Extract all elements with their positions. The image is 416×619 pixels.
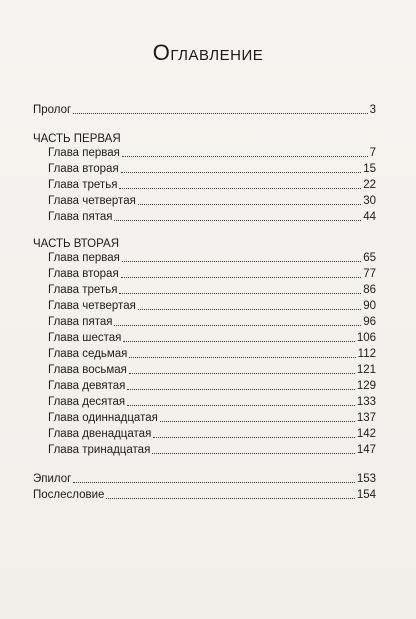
toc-entry-label: Глава вторая [48, 163, 119, 175]
toc-entry-page: 30 [363, 195, 376, 207]
toc-entry-label: Глава десятая [48, 396, 126, 408]
toc-entry-label: Глава девятая [48, 380, 126, 392]
toc-entry [48, 363, 376, 377]
toc-entry-label: Глава четвертая [48, 195, 136, 207]
toc-entry-page: 15 [363, 163, 376, 175]
toc-entry-page: 142 [356, 428, 376, 440]
toc-entry-label: Глава третья [48, 179, 118, 191]
toc-entry-label: Глава третья [48, 284, 118, 296]
dot-leader [127, 389, 354, 390]
toc-entry [48, 210, 376, 224]
toc-entry [48, 283, 376, 297]
dot-leader [129, 357, 355, 358]
dot-leader [127, 405, 355, 406]
toc-entry-page: 22 [363, 179, 376, 191]
toc-entry-label: Глава шестая [48, 332, 122, 344]
dot-leader [153, 437, 355, 438]
dot-leader [138, 204, 361, 205]
dot-leader [106, 498, 354, 499]
toc-entry [48, 443, 376, 457]
toc-entry-page: 65 [363, 252, 376, 264]
toc-entry-label: Глава пятая [48, 211, 113, 223]
toc-entry-page: 7 [369, 147, 376, 159]
toc-entry-page: 44 [363, 211, 376, 223]
toc-entry [48, 395, 376, 409]
dot-leader [122, 156, 368, 157]
toc-entry [48, 411, 376, 425]
toc-entry-page: 86 [363, 284, 376, 296]
dot-leader [123, 341, 354, 342]
toc-entry-page: 77 [363, 268, 376, 280]
toc-entry-label: Глава пятая [48, 316, 113, 328]
toc-entry-label: Глава седьмая [48, 348, 128, 360]
toc-entry [48, 146, 376, 160]
toc-entry-page: 153 [356, 473, 376, 485]
dot-leader [121, 172, 362, 173]
toc-entry-label: Эпилог [33, 473, 72, 485]
dot-leader [114, 220, 361, 221]
dot-leader [119, 293, 361, 294]
toc-entry-label: Глава первая [48, 147, 120, 159]
toc-entry-label: Глава одиннадцатая [48, 412, 158, 424]
toc-entry-page: 106 [356, 332, 376, 344]
toc-entry-label: Глава восьмая [48, 364, 127, 376]
toc-entry [48, 251, 376, 265]
toc-entry [48, 427, 376, 441]
dot-leader [138, 309, 361, 310]
toc-entry-label: Глава двенадцатая [48, 428, 152, 440]
toc-entry-label: Глава первая [48, 252, 120, 264]
part-heading: ЧАСТЬ ПЕРВАЯ [33, 133, 121, 145]
dot-leader [121, 277, 362, 278]
toc-entry-prologue [33, 103, 376, 117]
toc-entry [48, 299, 376, 313]
toc-entry-page: 112 [357, 348, 376, 360]
dot-leader [73, 482, 354, 483]
toc-entry-label: Пролог [33, 104, 72, 116]
toc-entry-epilogue [33, 472, 376, 486]
toc-entry-page: 121 [356, 364, 376, 376]
dot-leader [152, 453, 355, 454]
dot-leader [73, 113, 367, 114]
dot-leader [122, 261, 361, 262]
toc-entry-page: 3 [369, 104, 376, 116]
toc-entry-label: Глава четвертая [48, 300, 136, 312]
dot-leader [114, 325, 361, 326]
page-title: Оглавление [152, 40, 264, 65]
toc-entry [48, 162, 376, 176]
part-heading: ЧАСТЬ ВТОРАЯ [33, 238, 120, 250]
toc-entry [48, 315, 376, 329]
toc-entry-page: 129 [356, 380, 376, 392]
toc-entry-page: 154 [356, 489, 376, 501]
toc-entry [48, 194, 376, 208]
toc-entry-page: 90 [363, 300, 376, 312]
toc-entry-page: 147 [356, 444, 376, 456]
dot-leader [119, 188, 361, 189]
toc-entry-afterword [33, 488, 376, 502]
toc-entry-page: 137 [356, 412, 376, 424]
toc-entry-label: Глава вторая [48, 268, 119, 280]
toc-entry [48, 267, 376, 281]
toc-entry [48, 331, 376, 345]
dot-leader [129, 373, 355, 374]
dot-leader [160, 421, 355, 422]
toc-entry-page: 133 [356, 396, 376, 408]
toc-entry [48, 347, 376, 361]
toc-entry-label: Послесловие [33, 489, 105, 501]
toc-entry-label: Глава тринадцатая [48, 444, 151, 456]
toc-entry-page: 96 [363, 316, 376, 328]
toc-entry [48, 379, 376, 393]
toc-entry [48, 178, 376, 192]
